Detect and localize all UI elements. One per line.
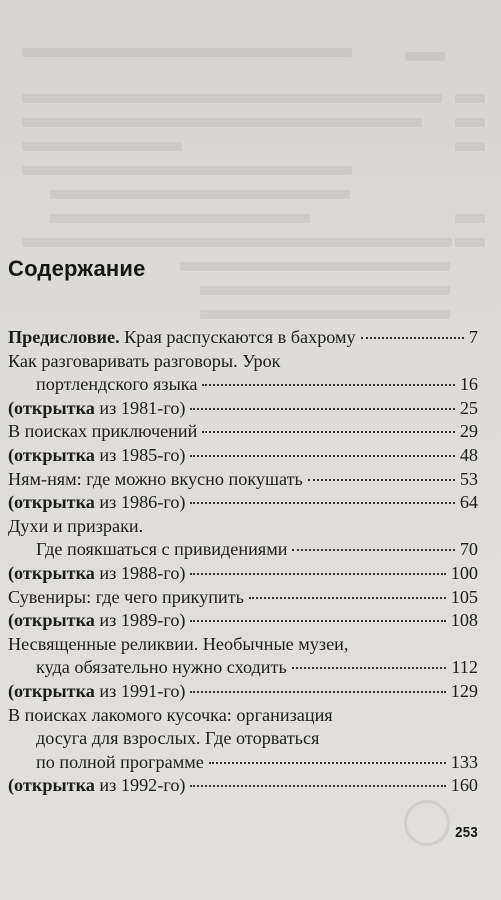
toc-page-number: 100 [450,562,478,583]
toc-page-number: 129 [450,680,478,701]
toc-entry-postcard-1985[interactable] [8,444,478,468]
toc-entry-postcard-1991[interactable] [8,680,478,704]
leader-dots [190,691,445,693]
toc-page-number: 53 [459,468,478,489]
toc-entry-postcard-1986[interactable] [8,491,478,515]
contents-heading: Содержание [8,256,146,281]
toc-entry-souvenirs[interactable] [8,586,478,610]
toc-entry-title: из 1985-го) [94,444,186,465]
toc-entry-title: из 1991-го) [94,680,186,701]
toc-page-number: 70 [459,539,478,560]
toc-entry-postcard-1988[interactable] [8,562,478,586]
toc-entry-title-continued: досуга для взрослых. Где оторваться [36,728,320,749]
leader-dots [202,384,454,386]
toc-entry-title-continued: по полной программе [36,751,204,772]
leader-dots [190,785,445,787]
leader-dots [209,762,446,764]
toc-entry-title: Ням-ням: где можно вкусно покушать [8,468,303,489]
toc-entry-bold: Предисловие. [8,327,120,347]
leader-dots [190,573,445,575]
toc-entry-bold: (открытка [8,397,95,418]
toc-entry-bold: (открытка [8,610,95,631]
toc-entry-ghosts[interactable] [8,515,478,562]
toc-page-number: 105 [450,586,478,607]
toc-entry-title-continued: куда обязательно нужно сходить [36,657,287,678]
toc-page-number: 25 [459,397,478,418]
toc-entry-adult-leisure[interactable] [8,704,478,775]
toc-page-number: 160 [450,775,478,796]
toc-entry-title: В поисках лакомого кусочка: организация [8,704,333,725]
toc-entry-title: из 1981-го) [94,397,186,418]
toc-page-number: 108 [450,610,478,631]
leader-dots [190,620,445,622]
toc-entry-bold: (открытка [8,775,95,796]
leader-dots [292,667,447,669]
leader-dots [190,408,454,410]
toc-page-number: 16 [459,374,478,395]
toc-entry-title: Несвященные реликвии. Необычные музеи, [8,633,349,654]
toc-entry-title: Как разговаривать разговоры. Урок [8,350,281,371]
toc-entry-title: из 1988-го) [94,562,186,583]
toc-entry-food[interactable] [8,468,478,492]
toc-entry-museums[interactable] [8,633,478,680]
show-through-emblem [404,800,450,846]
toc-entry-postcard-1981[interactable] [8,397,478,421]
toc-entry-title: Сувениры: где чего прикупить [8,586,244,607]
toc-entry-title: Края распускаются в бахрому [119,327,356,347]
leader-dots [308,479,455,481]
toc-page-number: 112 [451,657,478,678]
toc-page-number: 48 [459,444,478,465]
toc-entry-bold: (открытка [8,444,95,465]
leader-dots [249,597,446,599]
leader-dots [292,549,454,551]
toc-entry-adventures[interactable] [8,420,478,444]
toc-entry-title: из 1992-го) [94,775,186,796]
toc-entry-preface[interactable] [8,326,478,350]
toc-page-number: 29 [459,421,478,442]
page-number: 253 [455,824,478,841]
toc-entry-postcard-1989[interactable] [8,609,478,633]
toc-entry-title: из 1986-го) [94,492,186,513]
toc-entry-title-continued: портлендского языка [36,374,198,395]
toc-entry-bold: (открытка [8,492,95,513]
toc-entry-title: В поисках приключений [8,421,198,442]
toc-entry-title-continued: Где поякшаться с привидениями [36,539,288,560]
toc-page-number: 7 [468,327,478,347]
toc-entry-bold: (открытка [8,562,95,583]
toc-entry-bold: (открытка [8,680,95,701]
toc-entry-postcard-1992[interactable] [8,774,478,798]
table-of-contents [8,326,478,798]
leader-dots [361,337,464,339]
toc-entry-title: из 1989-го) [94,610,186,631]
leader-dots [190,502,454,504]
leader-dots [190,455,454,457]
toc-page-number: 133 [450,751,478,772]
leader-dots [202,431,454,433]
toc-entry-portland-language[interactable] [8,350,478,397]
toc-entry-title: Духи и призраки. [8,515,144,536]
toc-page-number: 64 [459,492,478,513]
